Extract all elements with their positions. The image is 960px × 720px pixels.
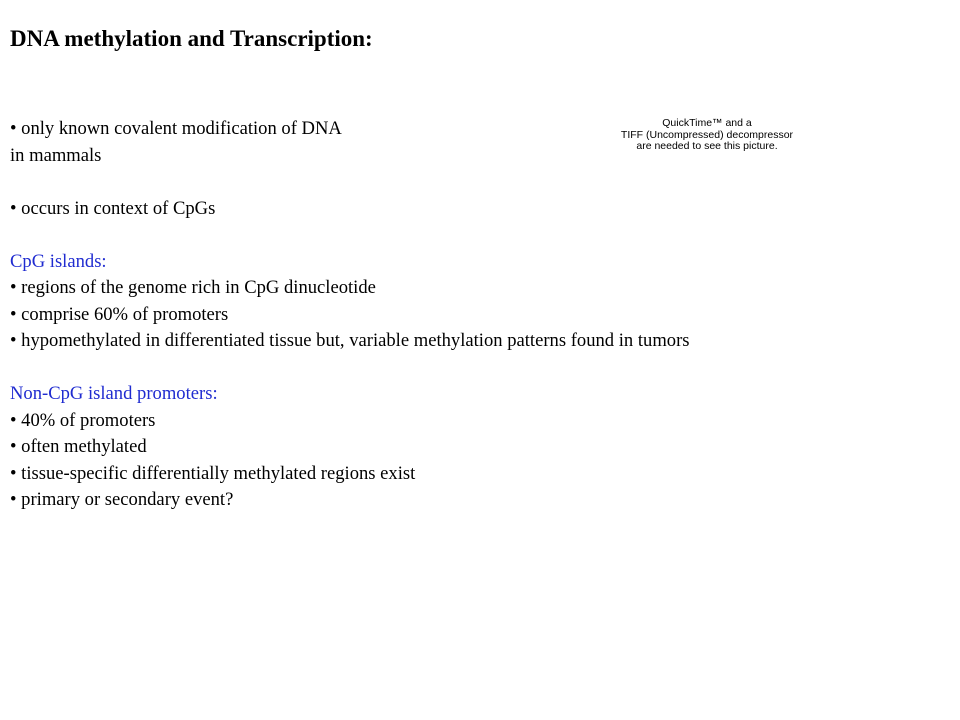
non-cpg-item: • tissue-specific differentially methylated regions exist bbox=[10, 462, 416, 484]
intro-bullet-covalent-line2: in mammals bbox=[10, 144, 102, 166]
spacer bbox=[10, 355, 940, 382]
non-cpg-item: • often methylated bbox=[10, 436, 147, 457]
spacer bbox=[10, 169, 940, 196]
cpg-islands-item: • comprise 60% of promoters bbox=[10, 303, 229, 325]
intro-bullet-covalent-line1: • only known covalent modification of DNA bbox=[10, 118, 342, 139]
non-cpg-heading: Non-CpG island promoters: bbox=[10, 383, 218, 404]
placeholder-line: are needed to see this picture. bbox=[636, 140, 778, 152]
intro-bullet-cpgs: • occurs in context of CpGs bbox=[10, 197, 216, 219]
slide-title: DNA methylation and Transcription: bbox=[10, 26, 373, 51]
cpg-islands-item: • hypomethylated in differentiated tissue but, variable methylation patterns found in tumors bbox=[10, 330, 690, 351]
spacer bbox=[10, 222, 940, 249]
non-cpg-item: • primary or secondary event? bbox=[10, 489, 234, 510]
non-cpg-item: • 40% of promoters bbox=[10, 409, 156, 431]
cpg-islands-heading: CpG islands: bbox=[10, 250, 107, 272]
cpg-islands-item: • regions of the genome rich in CpG dinucleotide bbox=[10, 277, 376, 298]
slide-body bbox=[10, 116, 940, 514]
placeholder-line: QuickTime™ and a bbox=[662, 117, 752, 129]
placeholder-line: TIFF (Uncompressed) decompressor bbox=[620, 128, 794, 141]
